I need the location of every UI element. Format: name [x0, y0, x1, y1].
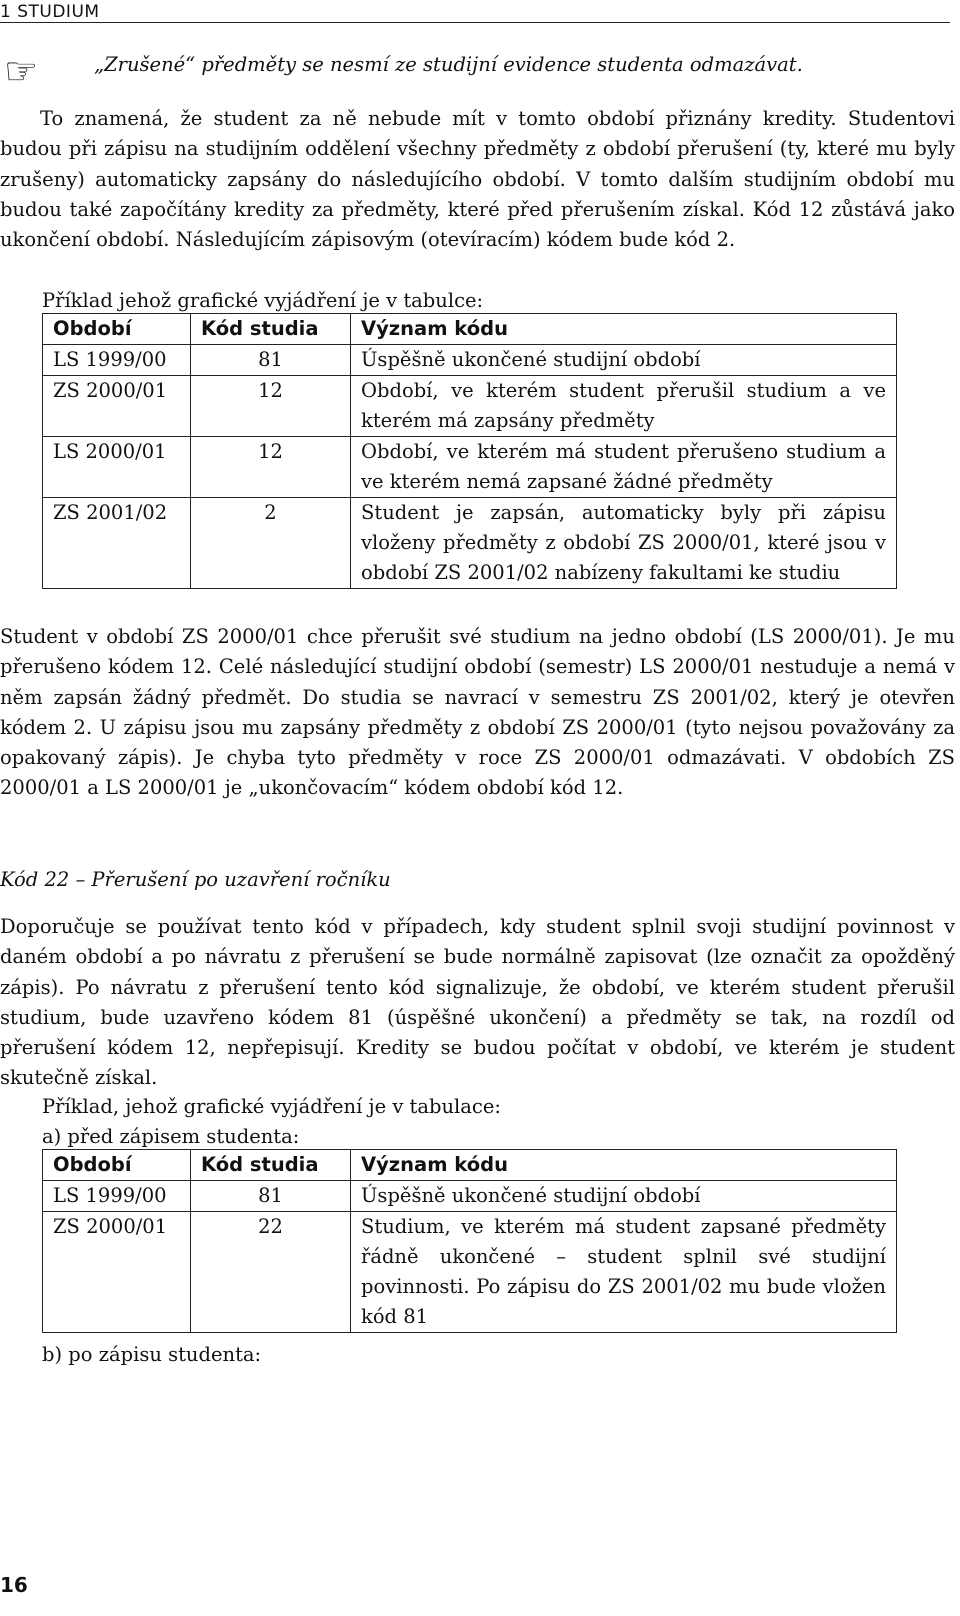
column-header: Období	[43, 314, 191, 345]
example-1-intro: Příklad jehož grafické vyjádření je v tabulce:	[42, 289, 484, 312]
cell-code: 81	[191, 1181, 351, 1212]
paragraph-3: Doporučuje se používat tento kód v případech, kdy student splnil svoji studijní povinnost v daném období a po návratu z přerušení se bude normálně zapisovat (lze označit za opožděný zápis). Po návratu z přerušení tento kód signalizuje, že období, ve kterém student přerušil studium, bude uzavřeno kódem 81 (úspěšné ukončení) a předměty se tak, na rozdíl od přerušení kódem 12, nepřepisují. Kredity se budou počítat v období, ve kterém je student skutečně získal.	[0, 915, 955, 1090]
column-header: Období	[43, 1150, 191, 1181]
cell-meaning: Úspěšně ukončené studijní období	[351, 345, 897, 376]
cell-code: 12	[191, 376, 351, 437]
cell-code: 22	[191, 1212, 351, 1333]
label-after-enrollment: b) po zápisu studenta:	[42, 1343, 262, 1366]
table-row	[43, 437, 897, 498]
cell-meaning: Období, ve kterém student přerušil studium a ve kterém má zapsány předměty	[351, 376, 897, 437]
paragraph-1: To znamená, že student za ně nebude mít v tomto období přiznány kredity. Studentovi budou při zápisu na studijním oddělení všechny předměty z období přerušení (ty, které mu byly zrušeny) automaticky zapsány do následujícího období. V tomto dalším studijním období mu budou také započítány kredity za předměty, které před přerušením získal. Kód 12 zůstává jako ukončení období. Následujícím zápisovým (otevíracím) kódem bude kód 2.	[0, 107, 955, 252]
cell-meaning: Student je zapsán, automaticky byly při zápisu vloženy předměty z období ZS 2000/01, které jsou v období ZS 2001/02 nabízeny fakultami ke studiu	[351, 498, 897, 589]
pointing-hand-icon: ☞	[4, 49, 39, 93]
cell-period: LS 1999/00	[43, 345, 191, 376]
column-header: Kód studia	[191, 314, 351, 345]
table-row	[43, 1181, 897, 1212]
cell-code: 81	[191, 345, 351, 376]
table-2	[42, 1149, 897, 1333]
label-before-enrollment: a) před zápisem studenta:	[42, 1125, 300, 1148]
cell-meaning: Období, ve kterém má student přerušeno studium a ve kterém nemá zapsané žádné předměty	[351, 437, 897, 498]
table-header-row	[43, 314, 897, 345]
cell-period: LS 1999/00	[43, 1181, 191, 1212]
cell-period: LS 2000/01	[43, 437, 191, 498]
cell-code: 2	[191, 498, 351, 589]
cell-code: 12	[191, 437, 351, 498]
running-head: 1 STUDIUM	[0, 0, 950, 23]
table-row	[43, 376, 897, 437]
table-header-row	[43, 1150, 897, 1181]
column-header: Význam kódu	[351, 1150, 897, 1181]
section-heading: Kód 22 – Přerušení po uzavření ročníku	[0, 868, 391, 891]
cell-period: ZS 2001/02	[43, 498, 191, 589]
table-row	[43, 1212, 897, 1333]
cell-period: ZS 2000/01	[43, 1212, 191, 1333]
cell-period: ZS 2000/01	[43, 376, 191, 437]
paragraph-2: Student v období ZS 2000/01 chce přerušit své studium na jedno období (LS 2000/01). Je mu přerušeno kódem 12. Celé následující studijní období (semestr) LS 2000/01 nestuduje a nemá v něm zapsán žádný předmět. Do studia se navrací v semestru ZS 2001/02, který je otevřen kódem 2. U zápisu jsou mu zapsány předměty z období ZS 2000/01 (tyto nejsou považovány za opakovaný zápis). Je chyba tyto předměty v roce ZS 2000/01 odmazávati. V obdobích ZS 2000/01 a LS 2000/01 je „ukončovacím“ kódem období kód 12.	[0, 625, 955, 800]
column-header: Význam kódu	[351, 314, 897, 345]
example-2-intro: Příklad, jehož grafické vyjádření je v tabulace:	[42, 1095, 501, 1118]
cell-meaning: Úspěšně ukončené studijní období	[351, 1181, 897, 1212]
note-text: „Zrušené“ předměty se nesmí ze studijní evidence studenta odmazávat.	[94, 53, 803, 76]
table-row	[43, 498, 897, 589]
column-header: Kód studia	[191, 1150, 351, 1181]
cell-meaning: Studium, ve kterém má student zapsané předměty řádně ukončené – student splnil své studijní povinnosti. Po zápisu do ZS 2001/02 mu bude vložen kód 81	[351, 1212, 897, 1333]
page-number: 16	[0, 1573, 28, 1597]
table-1	[42, 313, 897, 589]
table-row	[43, 345, 897, 376]
